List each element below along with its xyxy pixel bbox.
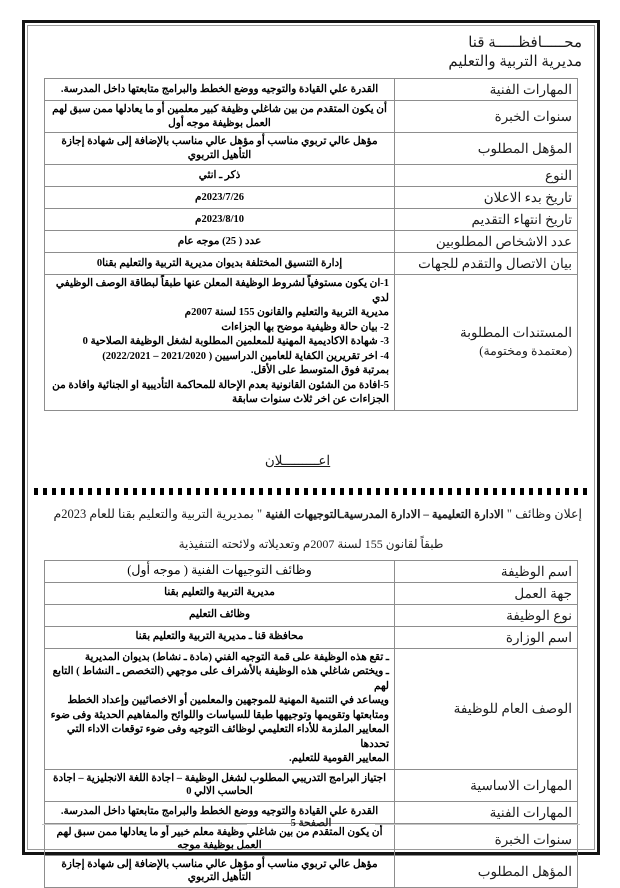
announcement-line xyxy=(28,495,594,524)
row-label: جهة العمل xyxy=(395,582,578,604)
row-label: سنوات الخبرة xyxy=(395,823,578,855)
list-item: 3- شهادة الاكاديمية المهنية للمعلمين المطلوبة لشغل الوظيفة الصلاحية 0 xyxy=(82,336,389,347)
list-item: 4- اخر تقريرين الكفاية للعامين الدراسيين ( 2021/2020 – 2022/2021) xyxy=(102,350,389,362)
table-row xyxy=(45,231,578,253)
row-label: نوع الوظيفة xyxy=(395,604,578,626)
row-value: مؤهل عالي تربوي مناسب أو مؤهل عالي مناسب بالإضافة إلى شهادة إجازة التأهيل التربوي xyxy=(45,855,395,887)
header-governorate: محـــــافظـــــة قنا xyxy=(468,35,582,51)
row-label: المؤهل المطلوب xyxy=(395,133,578,165)
announcement-line-suffix: " بمديرية التربية والتعليم بقنا للعام 2023م xyxy=(53,506,266,521)
list-item: ومتابعتها وتقويمها وتوجيهها طبقا للسياسات واللوائح والمفاهيم الحديثة وفى ضوء xyxy=(50,709,389,721)
row-label: بيان الاتصال والتقدم للجهات xyxy=(395,253,578,275)
list-item: 5-افادة من الشئون القانونية بعدم الإحالة للمحاكمة التأديبية او الجنائية وافادة من xyxy=(52,379,389,391)
list-item: ـ تقع هذه الوظيفة على قمة التوجيه الفني (مادة ـ نشاط) بديوان المديرية xyxy=(84,651,389,663)
row-value: إدارة التنسيق المختلفة بديوان مديرية التربية والتعليم بقنا0 xyxy=(45,253,395,275)
footer-inner xyxy=(38,817,584,831)
list-item: ـ ويختص شاغلي هذه الوظيفة بالأشراف على موجهي (التخصص ـ النشاط ) التابع لهم xyxy=(52,666,389,692)
row-value: عدد ( 25) موجه عام xyxy=(45,231,395,253)
row-label: تاريخ بدء الاعلان xyxy=(395,187,578,209)
table-row-job-description xyxy=(45,648,578,769)
required-documents-label: المستندات المطلوبة xyxy=(460,325,572,341)
job-details-table-top xyxy=(44,78,578,411)
table-row xyxy=(45,209,578,231)
page-number: الصفحة 5 xyxy=(290,818,332,829)
table-row xyxy=(45,855,578,887)
required-documents-sublabel: (معتمدة ومختومة) xyxy=(479,344,572,359)
list-item: 1-ان يكون مستوفياً لشروط الوظيفة المعلن عنها طبقاً لبطاقة الوصف الوظيفي لدي xyxy=(55,278,389,304)
announcement-line-prefix: إعلان وظائف " xyxy=(503,506,582,521)
list-item: المعايير القومية للتعليم. xyxy=(288,753,389,764)
row-label: المهارات الفنية xyxy=(395,801,578,823)
row-value: مؤهل عالي تربوي مناسب أو مؤهل عالي مناسب بالإضافة إلى شهادة إجازة التأهيل التربوي xyxy=(45,133,395,165)
page-footer xyxy=(38,817,584,839)
list-item: الجزاءات عن اخر ثلاث سنوات سابقة xyxy=(231,394,389,405)
table-row xyxy=(45,769,578,801)
table-row xyxy=(45,582,578,604)
table-row xyxy=(45,253,578,275)
announcement-line-bold: الادارة التعليمية – الادارة المدرسيةـالتوجيهات الفنية xyxy=(265,508,504,521)
table-row-required-documents xyxy=(45,275,578,411)
row-label-job-description: الوصف العام للوظيفة xyxy=(395,648,578,769)
job-description-list xyxy=(45,648,395,769)
document-header xyxy=(28,26,594,74)
announcement-block xyxy=(28,437,594,556)
row-value: القدرة علي القيادة والتوجيه ووضع الخطط والبرامج متابعتها داخل المدرسة. xyxy=(45,801,395,823)
required-documents-list xyxy=(45,275,395,411)
row-value: أن يكون المتقدم من بين شاغلي وظيفة كبير معلمين أو ما يعادلها ممن سبق لهم العمل بوظيفة موجه أول xyxy=(45,101,395,133)
table-row xyxy=(45,560,578,582)
row-value: محافظة قنا ـ مديرية التربية والتعليم بقنا xyxy=(45,626,395,648)
document-page-inner xyxy=(27,25,595,883)
list-item: 2- بيان حالة وظيفية موضح بها الجزاءات xyxy=(221,321,389,333)
table-row xyxy=(45,165,578,187)
document-page-frame xyxy=(22,20,600,883)
row-value: ذكر ـ انثي xyxy=(45,165,395,187)
table-row xyxy=(45,604,578,626)
table-top-body xyxy=(45,79,578,411)
row-label: تاريخ انتهاء التقديم xyxy=(395,209,578,231)
table-row xyxy=(45,79,578,101)
row-label: سنوات الخبرة xyxy=(395,101,578,133)
announcement-title-text: اعـــــــــلان xyxy=(264,452,331,468)
row-label-required-documents xyxy=(395,275,578,411)
row-label: المهارات الفنية xyxy=(395,79,578,101)
list-item: بمرتبة فوق المتوسط على الأقل. xyxy=(250,365,389,376)
row-label: المؤهل المطلوب xyxy=(395,855,578,887)
law-reference-line: طبقاً لقانون 155 لسنة 2007م وتعديلاته ولائحته التنفيذية xyxy=(178,536,444,551)
row-label: اسم الوزارة xyxy=(395,626,578,648)
list-item: مديرية التربية والتعليم والقانون 155 لسنة 2007م xyxy=(184,307,389,318)
announcement-title xyxy=(28,437,594,487)
row-label: المهارات الاساسية xyxy=(395,769,578,801)
row-label: اسم الوظيفة xyxy=(395,560,578,582)
row-value: أن يكون المتقدم من بين شاغلي وظيفة معلم خبير أو ما يعادلها ممن سبق لهم العمل بوظيفة موجه xyxy=(45,823,395,855)
list-item: ويساعد في التنمية المهنية للموجهين والمعلمين أو الاخصائيين وإعداد الخطط xyxy=(67,695,389,706)
list-item: المعايير الملزمة للأداء التعليمي لوظائف التوجيه وفى ضوء توقعات الاداء التي تحددها xyxy=(66,724,389,750)
row-value: مديرية التربية والتعليم بقنا xyxy=(45,582,395,604)
table-row xyxy=(45,626,578,648)
row-value: وظائف التوجيهات الفنية ( موجه أول) xyxy=(45,560,395,582)
row-label: النوع xyxy=(395,165,578,187)
header-directorate: مديرية التربية والتعليم xyxy=(448,54,582,70)
row-value: اجتياز البرامج التدريبي المطلوب لشغل الوظيفة – اجادة اللغة الانجليزية – اجادة الحاسب الالي 0 xyxy=(45,769,395,801)
row-value: القدرة علي القيادة والتوجيه ووضع الخطط والبرامج متابعتها داخل المدرسة. xyxy=(45,79,395,101)
row-value: وظائف التعليم xyxy=(45,604,395,626)
row-label: عدد الاشخاص المطلوبين xyxy=(395,231,578,253)
row-value: 2023/8/10م xyxy=(45,209,395,231)
table-row xyxy=(45,101,578,133)
row-value: 2023/7/26م xyxy=(45,187,395,209)
dotted-divider xyxy=(34,488,588,495)
table-row xyxy=(45,187,578,209)
table-row xyxy=(45,133,578,165)
